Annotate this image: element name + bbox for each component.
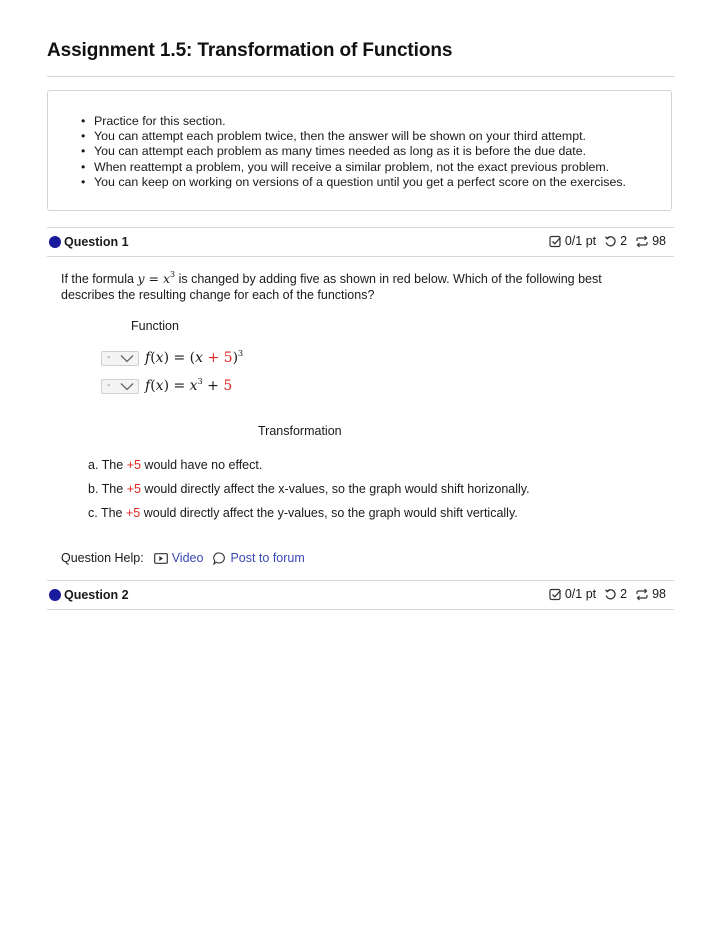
- instruction-item: • When reattempt a problem, you will receive a similar problem, not the exact previous problem.: [94, 160, 626, 175]
- instruction-item: • You can keep on working on versions of a question until you get a perfect score on the exercises.: [94, 175, 626, 190]
- retries-group: [604, 234, 627, 248]
- prompt-text-end: is changed by adding five as shown in red below. Which of the following best describes the resulting change for each of the functions?: [61, 272, 602, 302]
- forum-link-label: Post to forum: [230, 551, 305, 565]
- question-1-attempts: 98: [652, 234, 666, 248]
- question-1-score: 0/1 pt: [564, 234, 597, 248]
- instruction-item: • You can attempt each problem as many times needed as long as it is before the due date.: [94, 144, 626, 159]
- chevron-down-icon: [120, 382, 134, 391]
- retries-group: [604, 587, 627, 601]
- option-prefix: a. The: [88, 458, 127, 472]
- function-expression-1: $f(x) = (x + 5)^3$: [145, 349, 244, 366]
- checkbox-icon: [549, 588, 562, 601]
- option-a: [88, 458, 262, 472]
- option-text: would have no effect.: [140, 458, 263, 472]
- page-title: Assignment 1.5: Transformation of Functions: [47, 40, 453, 61]
- select-value: -: [107, 351, 111, 363]
- forum-link[interactable]: [213, 551, 304, 565]
- question-1-title[interactable]: Question 1: [64, 235, 129, 249]
- question-2-title[interactable]: Question 2: [64, 588, 129, 602]
- question-2-header[interactable]: [47, 580, 674, 610]
- question-1-retries: 2: [620, 234, 628, 248]
- score-group: [549, 234, 596, 248]
- title-divider: [47, 76, 674, 77]
- option-b: [88, 482, 530, 496]
- option-text: would directly affect the y-values, so the graph would shift vertically.: [140, 506, 518, 520]
- option-highlight: +5: [125, 506, 141, 520]
- option-prefix: c. The: [88, 506, 126, 520]
- question-help-label: Question Help:: [61, 551, 144, 565]
- chevron-down-icon: [120, 354, 134, 363]
- question-2-score: 0/1 pt: [564, 587, 597, 601]
- prompt-formula: $y = x^3$: [137, 270, 176, 286]
- attempts-group: [635, 587, 666, 601]
- question-help: [61, 551, 305, 565]
- instructions-box: [47, 90, 672, 211]
- select-value: -: [107, 379, 111, 391]
- retry-icon: [604, 588, 617, 601]
- question-1-prompt: [61, 271, 641, 303]
- repeat-icon: [635, 235, 649, 248]
- repeat-icon: [635, 588, 649, 601]
- answer-select-2[interactable]: [101, 379, 139, 394]
- question-1-header[interactable]: [47, 227, 674, 257]
- video-link[interactable]: [154, 551, 204, 565]
- question-status-dot-icon: [49, 589, 61, 601]
- retry-icon: [604, 235, 617, 248]
- instructions-list: [94, 114, 626, 190]
- option-text: would directly affect the x-values, so the graph would shift horizonally.: [140, 482, 530, 496]
- function-row-1: [101, 350, 243, 366]
- answer-select-1[interactable]: [101, 351, 139, 366]
- instruction-item: • Practice for this section.: [94, 114, 626, 129]
- function-column-label: Function: [131, 319, 179, 333]
- attempts-group: [635, 234, 666, 248]
- score-group: [549, 587, 596, 601]
- question-status-dot-icon: [49, 236, 61, 248]
- transformation-column-label: Transformation: [258, 424, 342, 438]
- prompt-text-start: If the formula: [61, 272, 138, 286]
- speech-bubble-icon: [213, 552, 226, 565]
- instruction-item: • You can attempt each problem twice, then the answer will be shown on your third attempt.: [94, 129, 626, 144]
- option-highlight: +5: [126, 482, 141, 496]
- option-highlight: +5: [126, 458, 141, 472]
- function-expression-2: $f(x) = x^3 + 5$: [145, 377, 233, 394]
- video-icon: [154, 553, 168, 564]
- question-2-meta: [541, 587, 666, 601]
- question-2-retries: 2: [620, 587, 628, 601]
- checkbox-icon: [549, 235, 562, 248]
- question-1-meta: [541, 234, 666, 248]
- question-2-attempts: 98: [652, 587, 666, 601]
- option-c: [88, 506, 518, 520]
- option-prefix: b. The: [88, 482, 127, 496]
- function-row-2: [101, 378, 232, 394]
- video-link-label: Video: [171, 551, 204, 565]
